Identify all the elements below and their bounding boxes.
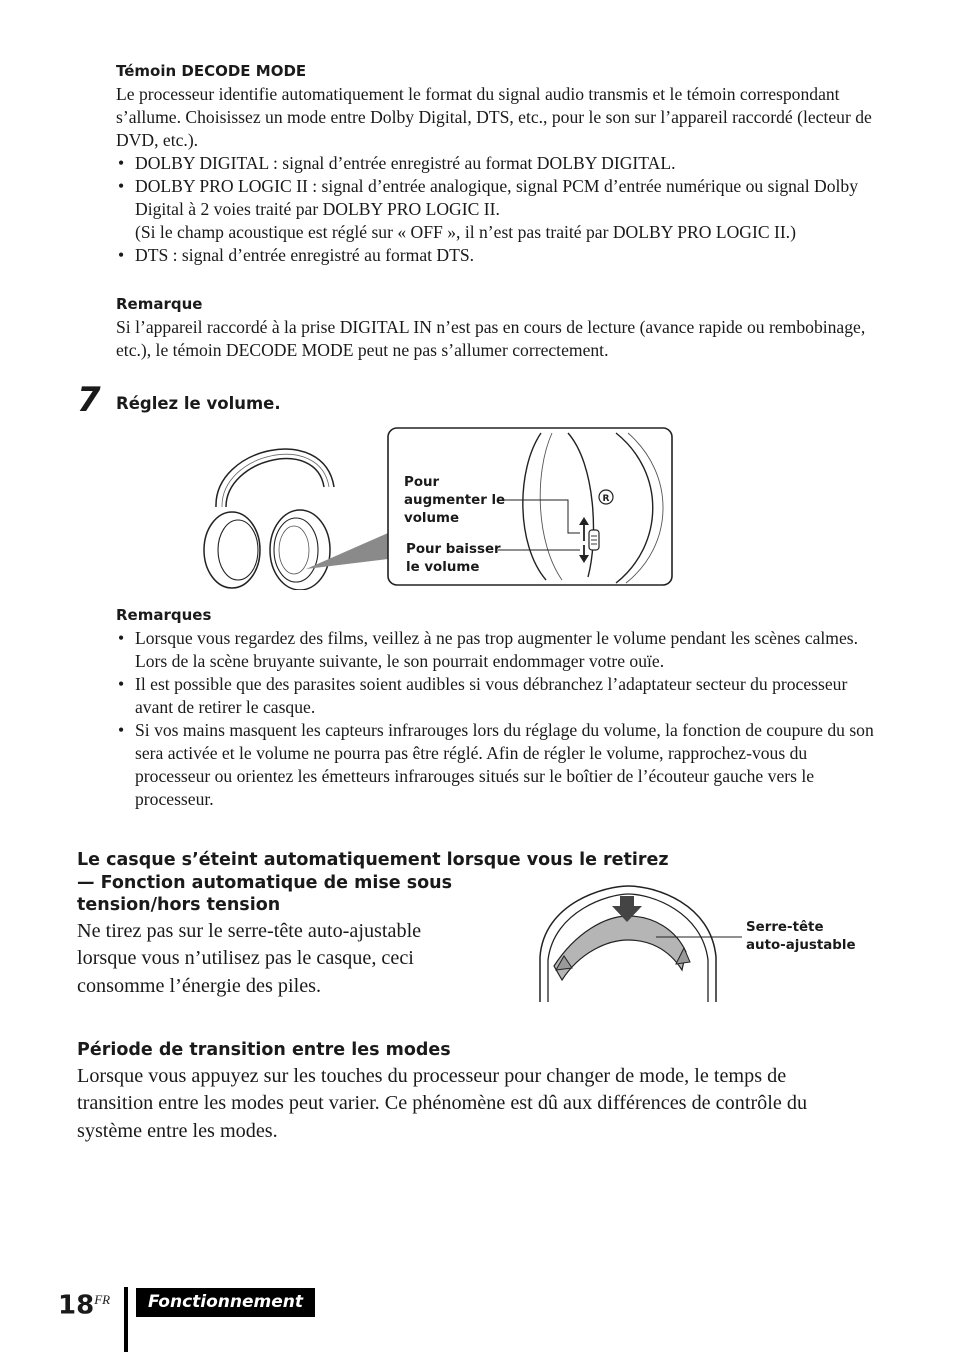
temoin-body: Le processeur identifie automatiquement le format du signal audio transmis et le témoin correspondant s’allume. Choisissez un mode entre Dolby Digital, DTS, etc., pour le son sur l’appareil raccordé (lecteur de DVD, etc.). <box>116 84 872 150</box>
footer-divider <box>124 1287 128 1352</box>
list-item: • Si vos mains masquent les capteurs infrarouges lors du réglage du volume, la fonction de coupure du son sera activée et le volume ne pourra pas être réglé. Afin de régler le volume, rapprochez-vous du processeur ou orientez les émetteurs infrarouges situés sur le boîtier de l’écouteur gauche vers le processeur. <box>116 719 876 811</box>
volume-down-label: Pour baisser le volume <box>406 542 501 575</box>
auto-power-heading-line2: — Fonction automatique de mise sous <box>77 872 453 893</box>
list-item: • Il est possible que des parasites soient audibles si vous débranchez l’adaptateur secteur du processeur avant de retirer le casque. <box>116 673 876 719</box>
auto-power-heading-line3: tension/hors tension <box>77 895 281 915</box>
remarques-section <box>116 605 876 811</box>
list-item: • DTS : signal d’entrée enregistré au format DTS. <box>116 244 876 267</box>
remarque-section <box>116 294 876 362</box>
volume-figure <box>196 425 676 590</box>
transition-body: Lorsque vous appuyez sur les touches du processeur pour changer de mode, le temps de transition entre les modes peut varier. Ce phénomène est dû aux différences de contrôle du système entre les modes. <box>77 1064 808 1142</box>
temoin-section <box>116 61 876 267</box>
bullet-note: (Si le champ acoustique est réglé sur « OFF », il n’est pas traité par DOLBY PRO LOGIC II.) <box>135 222 796 242</box>
list-item: • Lorsque vous regardez des films, veillez à ne pas trop augmenter le volume pendant les scènes calmes. Lors de la scène bruyante suivante, le son pourrait endommager votre ouïe. <box>116 627 876 673</box>
section-tag: Fonctionnement <box>136 1288 315 1317</box>
list-item: • DOLBY DIGITAL : signal d’entrée enregistré au format DOLBY DIGITAL. <box>116 152 876 175</box>
page-number-value: 18 <box>58 1290 95 1321</box>
transition-heading: Période de transition entre les modes <box>77 1040 451 1060</box>
step-title: Réglez le volume. <box>116 394 281 413</box>
volume-up-label: Pour augmenter le volume <box>404 475 506 526</box>
mark-label: R <box>602 494 610 504</box>
auto-power-body: Ne tirez pas sur le serre-tête auto-ajustable lorsque vous n’utilisez pas le casque, ceci consomme l’énergie des piles. <box>77 919 422 997</box>
remarques-heading: Remarques <box>116 606 212 624</box>
temoin-bullet-list <box>116 152 876 267</box>
auto-power-heading-line1: Le casque s’éteint automatiquement lorsque vous le retirez <box>77 850 669 870</box>
step-number: 7 <box>77 380 101 420</box>
page-lang: FR <box>94 1292 111 1307</box>
page-number <box>58 1285 110 1321</box>
remarque-body: Si l’appareil raccordé à la prise DIGITAL IN n’est pas en cours de lecture (avance rapide ou rembobinage, etc.), le témoin DECODE MODE peut ne pas s’allumer correctement. <box>116 317 866 360</box>
remarques-bullet-list <box>116 627 876 811</box>
list-item: • DOLBY PRO LOGIC II : signal d’entrée analogique, signal PCM d’entrée numérique ou signal Dolby Digital à 2 voies traité par DOLBY PRO LOGIC II. (Si le champ acoustique est réglé sur « OFF », il n’est pas traité par DOLBY PRO LOGIC II.) <box>116 175 876 244</box>
remarque-heading: Remarque <box>116 295 203 313</box>
headband-label: Serre-tête auto-ajustable <box>746 920 856 953</box>
headband-figure <box>536 882 856 1006</box>
temoin-heading: Témoin DECODE MODE <box>116 62 307 80</box>
transition-section <box>77 1039 867 1145</box>
